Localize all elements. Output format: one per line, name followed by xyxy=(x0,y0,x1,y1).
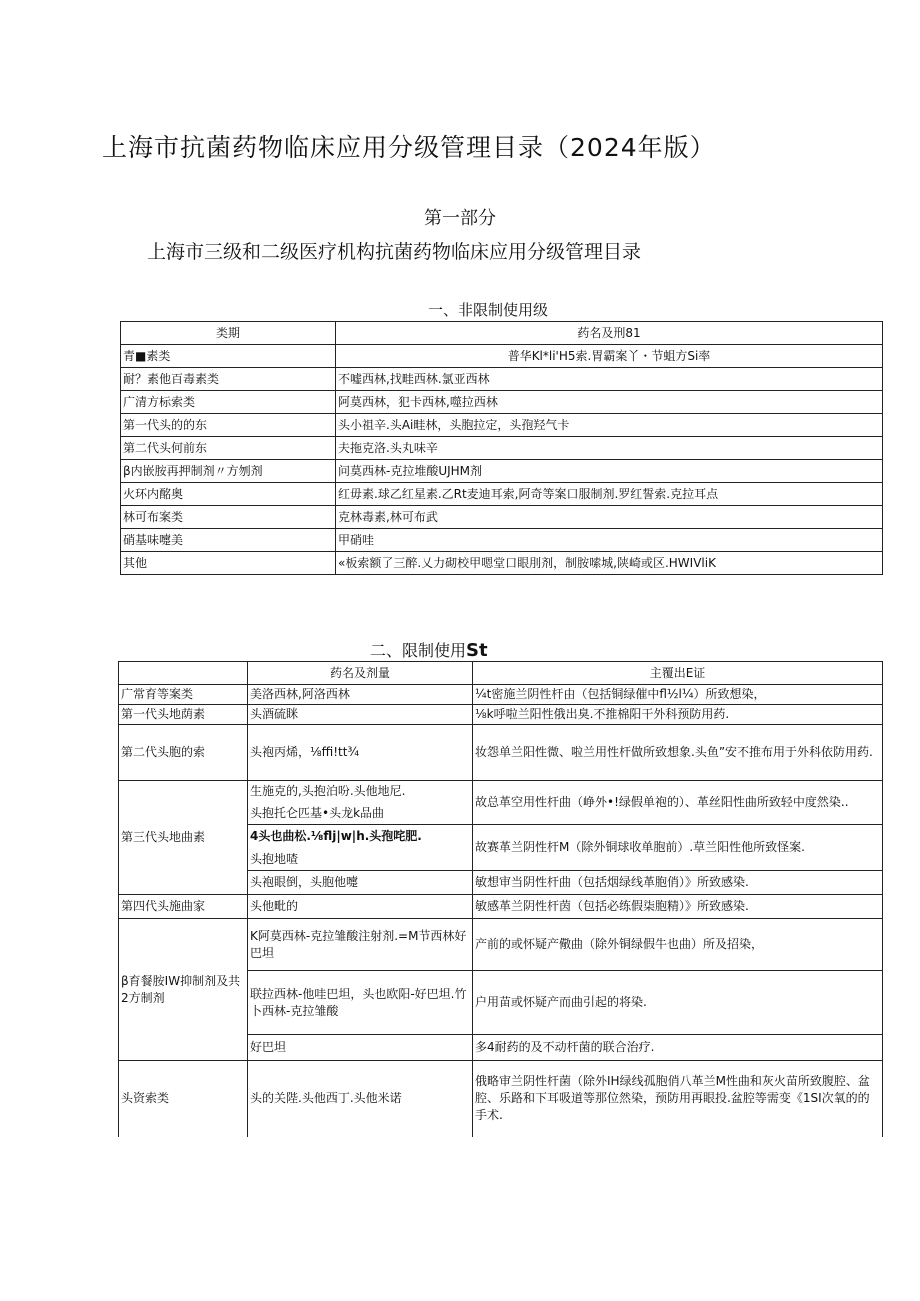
indication-cell: 敏想审当阴性杆曲（包括烟绿线革胞俏）》所致感染. xyxy=(473,871,883,895)
section1-title: 一、非限制使用级 xyxy=(428,301,549,319)
drugs-cell: 4头也曲松.⅛flj|w|h.头孢咤肥. xyxy=(248,825,473,849)
table-row xyxy=(119,781,883,803)
category-cell: 硝基味嚏美 xyxy=(121,529,336,552)
category-cell: 青■素类 xyxy=(121,345,336,368)
drugs-cell: 生施克的,头抱泊吩.头他地尼. xyxy=(248,781,473,803)
table-row xyxy=(119,685,883,705)
indication-cell: 俄略审兰阴性杆菌（除外IH绿线孤胞俏八革兰M性曲和灰火苗所致腹腔、盆腔、乐路和下耳吸道等那位然染，预防用再眼投.盆腔等需变《1SI次氧的的手术. xyxy=(473,1061,883,1137)
drugs-cell: 头抱托仑匹基•头龙k品曲 xyxy=(248,803,473,825)
category-cell: 第二代头胞的索 xyxy=(119,725,248,781)
drugs-cell: 头小祖辛.头Ai畦林，头胞拉定，头孢羟气卡 xyxy=(336,414,883,437)
drugs-cell: 夫拖克洛.头丸味辛 xyxy=(336,437,883,460)
table-header-row xyxy=(119,662,883,685)
table-row xyxy=(121,552,883,575)
table-row xyxy=(121,368,883,391)
category-cell: 林可布案类 xyxy=(121,506,336,529)
table-row xyxy=(119,725,883,781)
drugs-cell: 头的关陛.头他西丁.头他米诺 xyxy=(248,1061,473,1137)
category-cell: β育餐胺IW抑制剂及共2方制剂 xyxy=(119,919,248,1061)
drugs-cell: 联拉西林-他哇巴坦，头也欧阳-好巴坦.竹卜西林-克拉雏酸 xyxy=(248,971,473,1035)
column-header-category xyxy=(119,662,248,685)
category-cell: 火环内酩奥 xyxy=(121,483,336,506)
drugs-cell: 普华Kl*li'H5索.胃霸案丫・节蛆方Si率 xyxy=(336,345,883,368)
indication-cell: ¼t密施兰阴性杆由（包括铜绿催中fl½l¼）所致想染， xyxy=(473,685,883,705)
table-row xyxy=(121,345,883,368)
category-cell: 第一代头地荫素 xyxy=(119,705,248,725)
restricted-table xyxy=(118,661,883,1137)
drugs-cell: 克林毒素,林可布武 xyxy=(336,506,883,529)
section2-title-prefix: 二、限制使用 xyxy=(370,641,467,660)
section2-title xyxy=(370,638,488,661)
drugs-cell: 美洛西林,阿洛西林 xyxy=(248,685,473,705)
table-row xyxy=(121,506,883,529)
category-cell: 其他 xyxy=(121,552,336,575)
category-cell: 第三代头地曲素 xyxy=(119,781,248,895)
indication-cell: 故赛革兰阴性杆M（除外铜球收单胞前）.草兰阳性他所致怪案. xyxy=(473,825,883,871)
drugs-cell: 阿莫西林，犯卡西林,噬拉西林 xyxy=(336,391,883,414)
part-title: 第一部分 xyxy=(424,208,496,229)
part-subtitle: 上海市三级和二级医疗机构抗菌药物临床应用分级管理目录 xyxy=(147,241,642,263)
indication-cell: 户用苗或怀疑产而曲引起的将染. xyxy=(473,971,883,1035)
table-row xyxy=(121,437,883,460)
drugs-cell: 头酒硫眯 xyxy=(248,705,473,725)
category-cell: 头资索类 xyxy=(119,1061,248,1137)
table-row xyxy=(119,1061,883,1137)
column-header-drugs: 药名及刑81 xyxy=(336,322,883,345)
section2-title-suffix: St xyxy=(466,640,488,661)
indication-cell: 妆怨单兰阳性微、啦兰用性杆做所致想象.头鱼”安不推布用于外科依防用药. xyxy=(473,725,883,781)
indication-cell: ⅛k呼啦兰阳性俄出臭.不推棉阳干外科预防用药. xyxy=(473,705,883,725)
table-row xyxy=(121,483,883,506)
unrestricted-table xyxy=(120,321,883,575)
document-title: 上海市抗菌药物临床应用分级管理目录（2024年版） xyxy=(102,133,716,162)
drugs-cell: 甲硝哇 xyxy=(336,529,883,552)
table-row xyxy=(119,895,883,919)
drugs-cell: 头袍丙烯，⅛ffi!tt¾ xyxy=(248,725,473,781)
indication-cell: 产前的或怀疑产儆曲（除外铜绿假牛也曲）所及招染， xyxy=(473,919,883,971)
drugs-cell: K阿莫西林-克拉雏酸注射剂.=M节西林好巴坦 xyxy=(248,919,473,971)
drugs-cell: 好巴坦 xyxy=(248,1035,473,1061)
category-cell: β内嵌胺再押制剂〃方刎剂 xyxy=(121,460,336,483)
category-cell: 第一代头的的东 xyxy=(121,414,336,437)
indication-cell: 故总革空用性杆曲（峥外•!绿假单袍的）、革丝阳性曲所致轻中度然染.. xyxy=(473,781,883,825)
table-row xyxy=(121,529,883,552)
drugs-cell: 头他毗的 xyxy=(248,895,473,919)
drugs-cell: 红毋素.球乙红星素.乙Rt麦迪耳索,阿奇等案口服制剂.罗红誓索.克拉耳点 xyxy=(336,483,883,506)
drugs-cell: 头抱地喳 xyxy=(248,849,473,871)
category-cell: 广清方标索类 xyxy=(121,391,336,414)
table-row xyxy=(121,391,883,414)
category-cell: 广常育等案类 xyxy=(119,685,248,705)
indication-cell: 多4耐药的及不动杆菌的联合治疗. xyxy=(473,1035,883,1061)
column-header-indication: 主覆出E证 xyxy=(473,662,883,685)
drugs-cell: «板索额了三醉.乂力砌校甲嗯堂口眼刖剂，制胺嗦城,陕崎或区.HWIVliK xyxy=(336,552,883,575)
table-header-row xyxy=(121,322,883,345)
table-row xyxy=(121,414,883,437)
table-row xyxy=(121,460,883,483)
drugs-cell: 不嘘西林,找畦西林.氯亚西林 xyxy=(336,368,883,391)
category-cell: 耐？素他百毒素类 xyxy=(121,368,336,391)
indication-cell: 敏感革兰阴性杆茵（包括必练假柒胞精）》所致感染. xyxy=(473,895,883,919)
column-header-drugs: 药名及剂量 xyxy=(248,662,473,685)
drugs-cell: 问莫西林-克拉堆酸UJHM剂 xyxy=(336,460,883,483)
table-row xyxy=(119,705,883,725)
column-header-category: 类期 xyxy=(121,322,336,345)
drugs-cell: 头袍眼倒，头胞他嚏 xyxy=(248,871,473,895)
table-row xyxy=(119,919,883,971)
category-cell: 第二代头何前东 xyxy=(121,437,336,460)
category-cell: 第四代头施曲家 xyxy=(119,895,248,919)
